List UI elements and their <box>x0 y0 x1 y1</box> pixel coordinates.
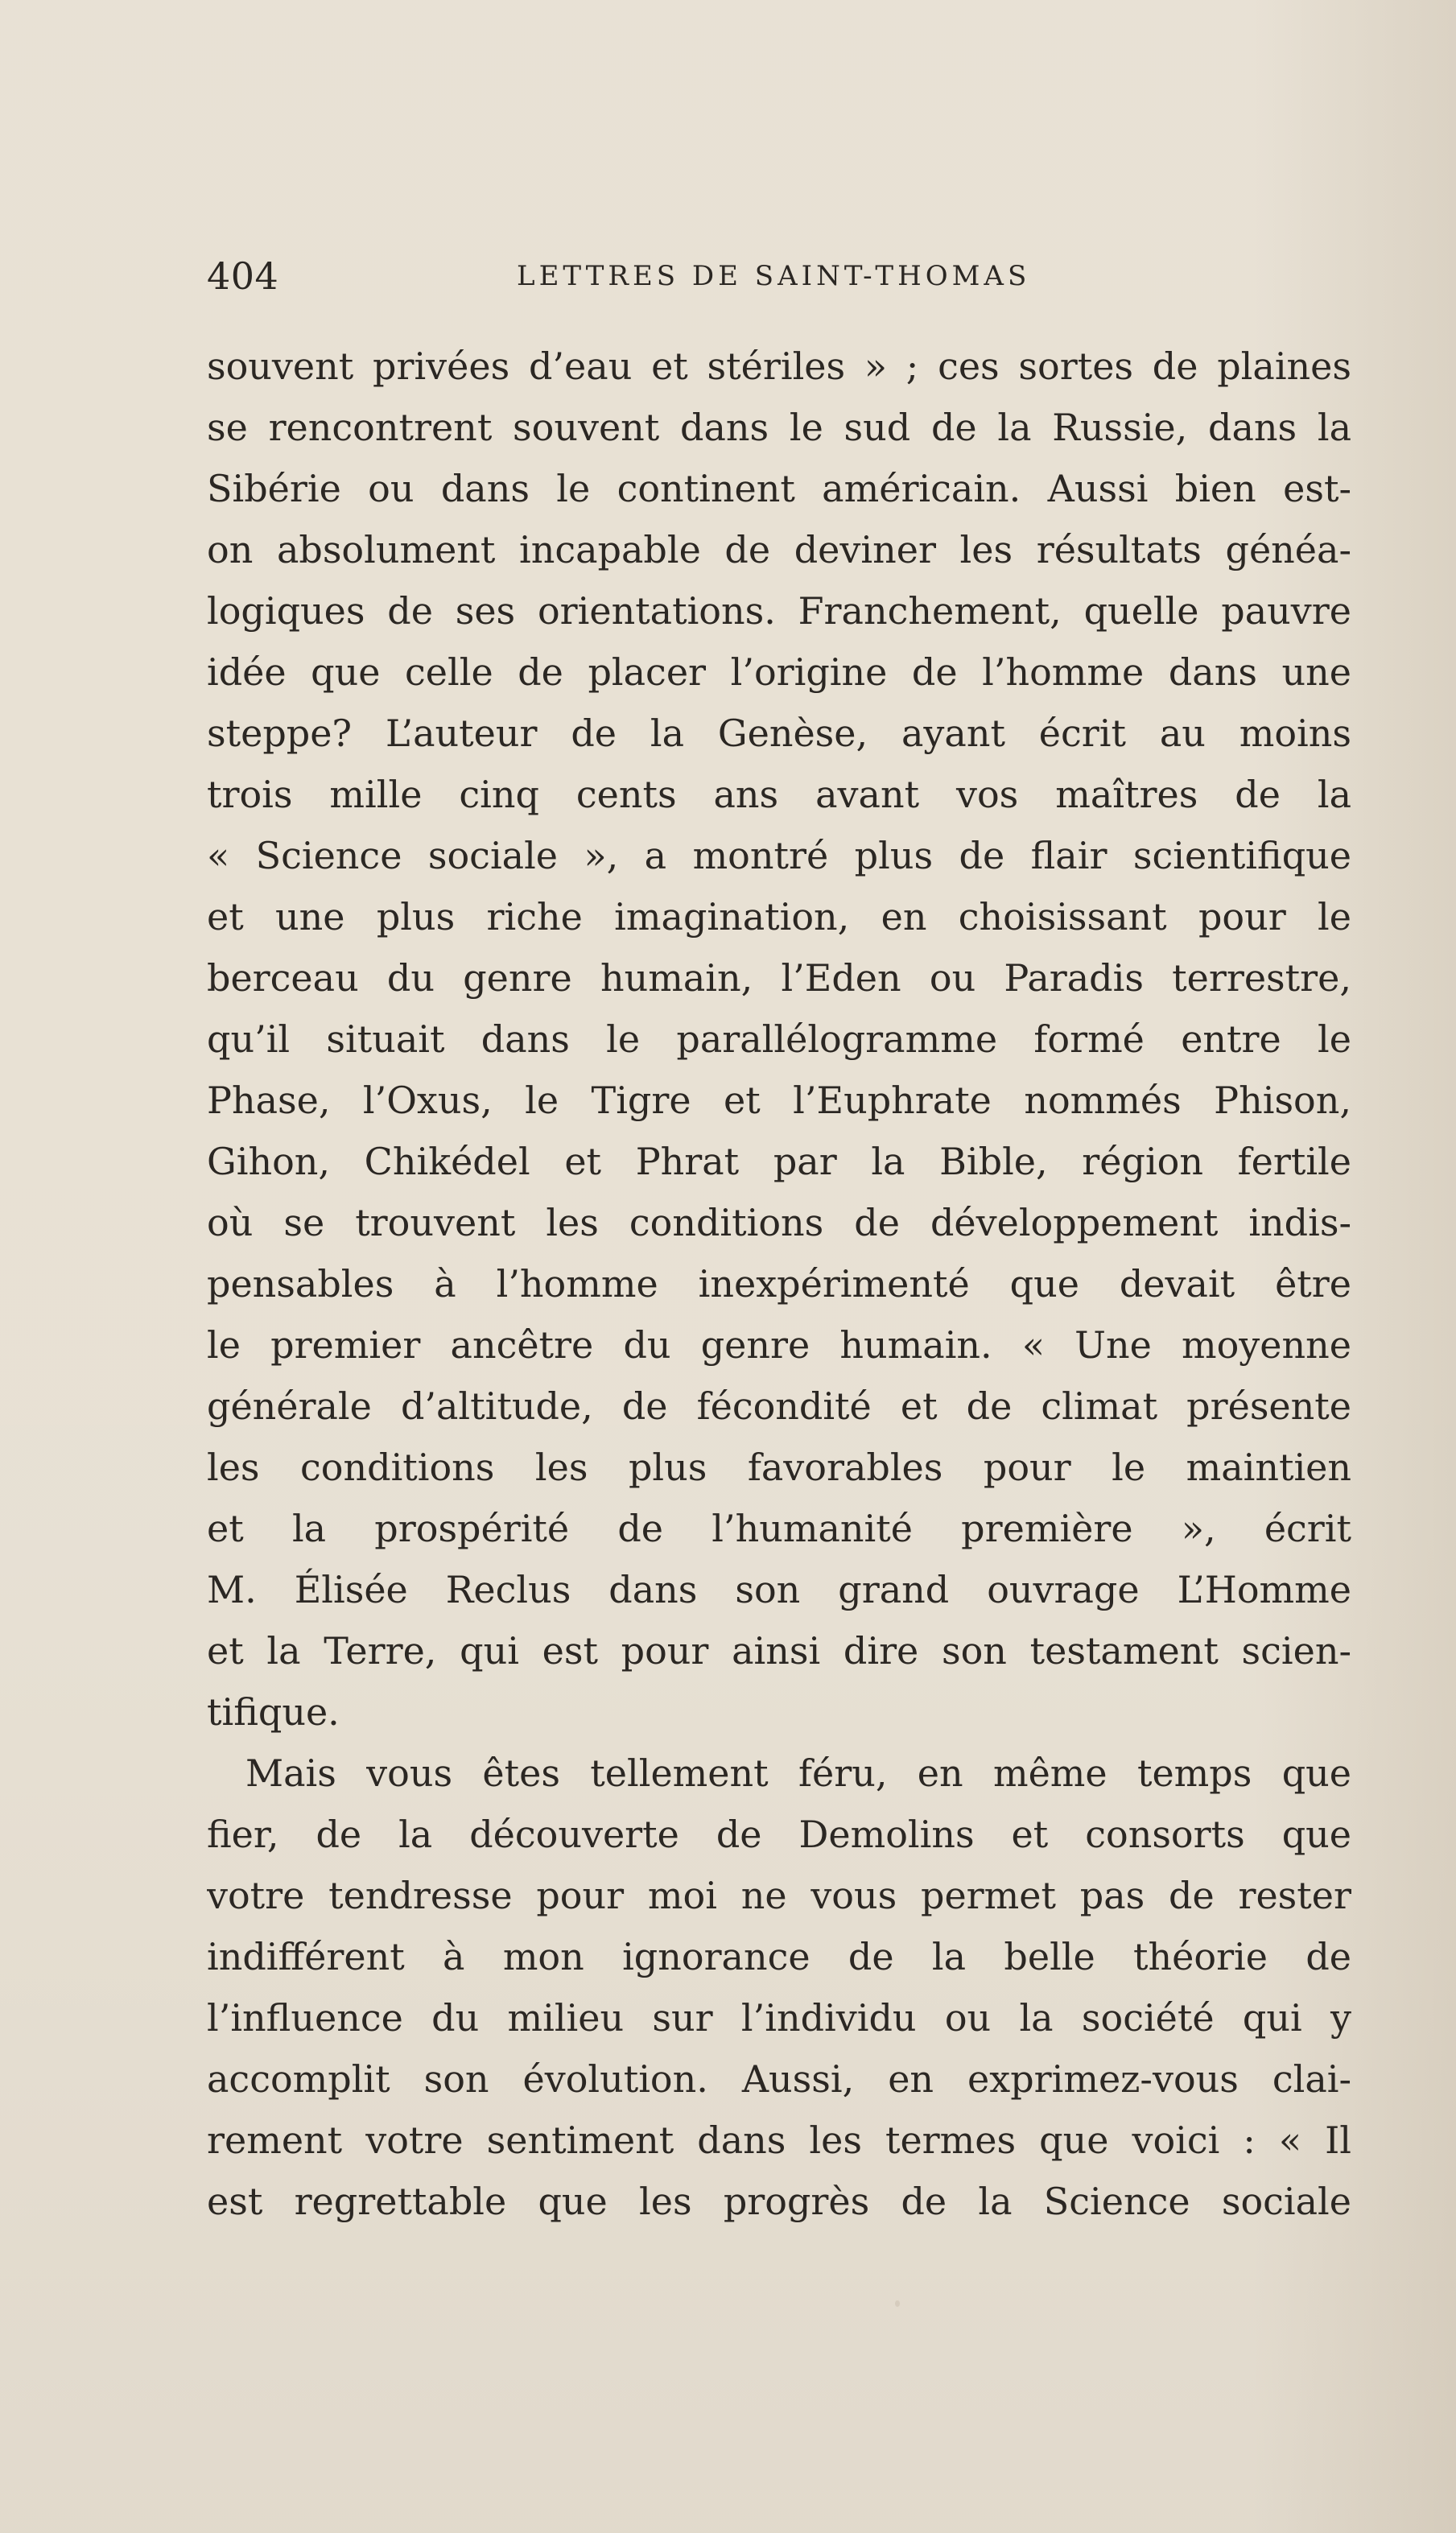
text-line: on absolument incapable de deviner les résultats généa- <box>207 528 1351 571</box>
paper-spot <box>895 2300 900 2307</box>
text-line: rement votre sentiment dans les termes que voici : « Il <box>207 2118 1351 2162</box>
text-line: Sibérie ou dans le continent américain. Aussi bien est- <box>207 467 1351 510</box>
running-title: LETTRES DE SAINT-THOMAS <box>517 260 1031 292</box>
text-line: votre tendresse pour moi ne vous permet pas de rester <box>207 1874 1351 1917</box>
text-line: et la prospérité de l’humanité première », écrit <box>207 1507 1351 1550</box>
text-line: le premier ancêtre du genre humain. « Une moyenne <box>207 1323 1351 1367</box>
text-line: générale d’altitude, de fécondité et de climat présente <box>207 1384 1351 1428</box>
text-line: souvent privées d’eau et stériles » ; ces sortes de plaines <box>207 344 1351 388</box>
text-line: accomplit son évolution. Aussi, en exprimez-vous clai- <box>207 2057 1351 2101</box>
text-line: indifférent à mon ignorance de la belle théorie de <box>207 1935 1351 1978</box>
text-line: et la Terre, qui est pour ainsi dire son testament scien- <box>207 1629 1351 1673</box>
text-line: l’influence du milieu sur l’individu ou la société qui y <box>207 1996 1351 2040</box>
text-line: les conditions les plus favorables pour le maintien <box>207 1446 1351 1489</box>
text-line: Gihon, Chikédel et Phrat par la Bible, région fertile <box>207 1140 1351 1183</box>
text-line: qu’il situait dans le parallélogramme formé entre le <box>207 1017 1351 1061</box>
text-line: se rencontrent souvent dans le sud de la Russie, dans la <box>207 406 1351 449</box>
text-line: « Science sociale », a montré plus de flair scientifique <box>207 834 1351 877</box>
text-line: trois mille cinq cents ans avant vos maîtres de la <box>207 773 1351 816</box>
text-line: logiques de ses orientations. Franchement, quelle pauvre <box>207 589 1351 633</box>
page-number: 404 <box>207 254 279 298</box>
text-line: tifique. <box>207 1690 340 1734</box>
body-text <box>207 336 1351 2267</box>
text-line: idée que celle de placer l’origine de l’homme dans une <box>207 650 1351 694</box>
text-line: Mais vous êtes tellement féru, en même temps que <box>245 1751 1351 1795</box>
text-line: fier, de la découverte de Demolins et consorts que <box>207 1813 1351 1856</box>
text-line: M. Élisée Reclus dans son grand ouvrage L’Homme <box>207 1568 1351 1611</box>
text-line: et une plus riche imagination, en choisissant pour le <box>207 895 1351 939</box>
page-header <box>207 252 1354 300</box>
text-line: berceau du genre humain, l’Eden ou Paradis terrestre, <box>207 956 1351 1000</box>
text-line: pensables à l’homme inexpérimenté que devait être <box>207 1262 1351 1306</box>
text-line: steppe? L’auteur de la Genèse, ayant écrit au moins <box>207 712 1351 755</box>
text-line: est regrettable que les progrès de la Science sociale <box>207 2180 1351 2223</box>
text-line: Phase, l’Oxus, le Tigre et l’Euphrate nommés Phison, <box>207 1079 1351 1122</box>
text-line: où se trouvent les conditions de développement indis- <box>207 1201 1351 1244</box>
